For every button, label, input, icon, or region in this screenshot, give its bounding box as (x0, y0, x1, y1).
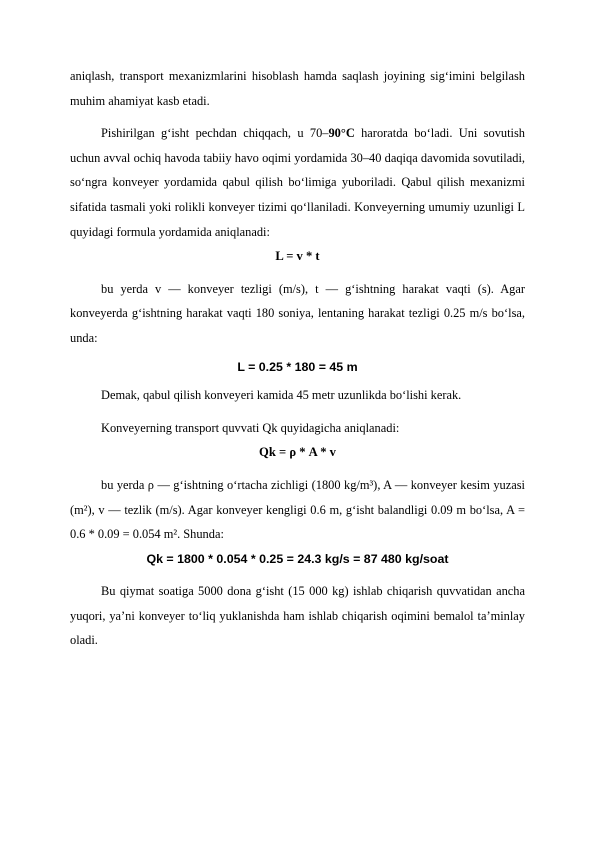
formula-capacity-calculation: Qk = 1800 * 0.054 * 0.25 = 24.3 kg/s = 87 480 kg/soat (146, 551, 449, 566)
paragraph-length-explanation: bu yerda v — konveyer tezligi (m/s), t — g‘ishtning harakat vaqti (s). Agar konveyerda g‘ishtning harakat vaqti 180 soniya, lentaning harakat tezligi 0.25 m/s bo‘lsa, unda: (70, 281, 525, 345)
paragraph-intro: aniqlash, transport mexanizmlarini hisoblash hamda saqlash joyining sig‘imini belgilash muhim ahamiyat kasb etadi. (70, 69, 525, 108)
paragraph-conclusion: Bu qiymat soatiga 5000 dona g‘isht (15 000 kg) ishlab chiqarish quvvatidan ancha yuqori, ya’ni konveyer to‘liq yuklanishda ham ishlab chiqarish oqimini bemalol ta’minlay oladi. (70, 584, 525, 648)
formula-capacity: Qk = ρ * A * v (259, 445, 336, 460)
temperature-value: 90°C (328, 126, 355, 141)
formula-length: L = v * t (275, 249, 320, 264)
cooling-text-start: Pishirilgan g‘isht pechdan chiqqach, u 70– (101, 126, 329, 141)
paragraph-capacity-explanation: bu yerda ρ — g‘ishtning o‘rtacha zichligi (1800 kg/m³), A — konveyer kesim yuzasi (m²), v — tezlik (m/s). Agar konveyer kengligi 0.6 m, g‘isht balandligi 0.09 m bo‘lsa, A = 0.6 * 0.09 = 0.054 m². Shunda: (70, 477, 525, 542)
paragraph-length-conclusion: Demak, qabul qilish konveyeri kamida 45 metr uzunlikda bo‘lishi kerak. (101, 388, 462, 403)
paragraph-capacity-intro: Konveyerning transport quvvati Qk quyidagicha aniqlanadi: (101, 420, 400, 435)
cooling-text-rest: haroratda bo‘ladi. Uni sovutish uchun avval ochiq havoda tabiiy havo oqimi yordamida 30–40 daqiqa davomida sovutiladi, so‘ngra konveyer yordamida qabul qilish bo‘limiga yuboriladi. Qabul qilish mexanizmi sifatida tasmali yoki rolikli konveyer tizimi qo‘llaniladi. Konveyerning umumiy uzunligi L quyidagi formula yordamida aniqlanadi: (70, 126, 525, 239)
formula-length-calculation: L = 0.25 * 180 = 45 m (237, 359, 358, 374)
document-page (70, 64, 525, 653)
paragraph-cooling (70, 121, 525, 244)
